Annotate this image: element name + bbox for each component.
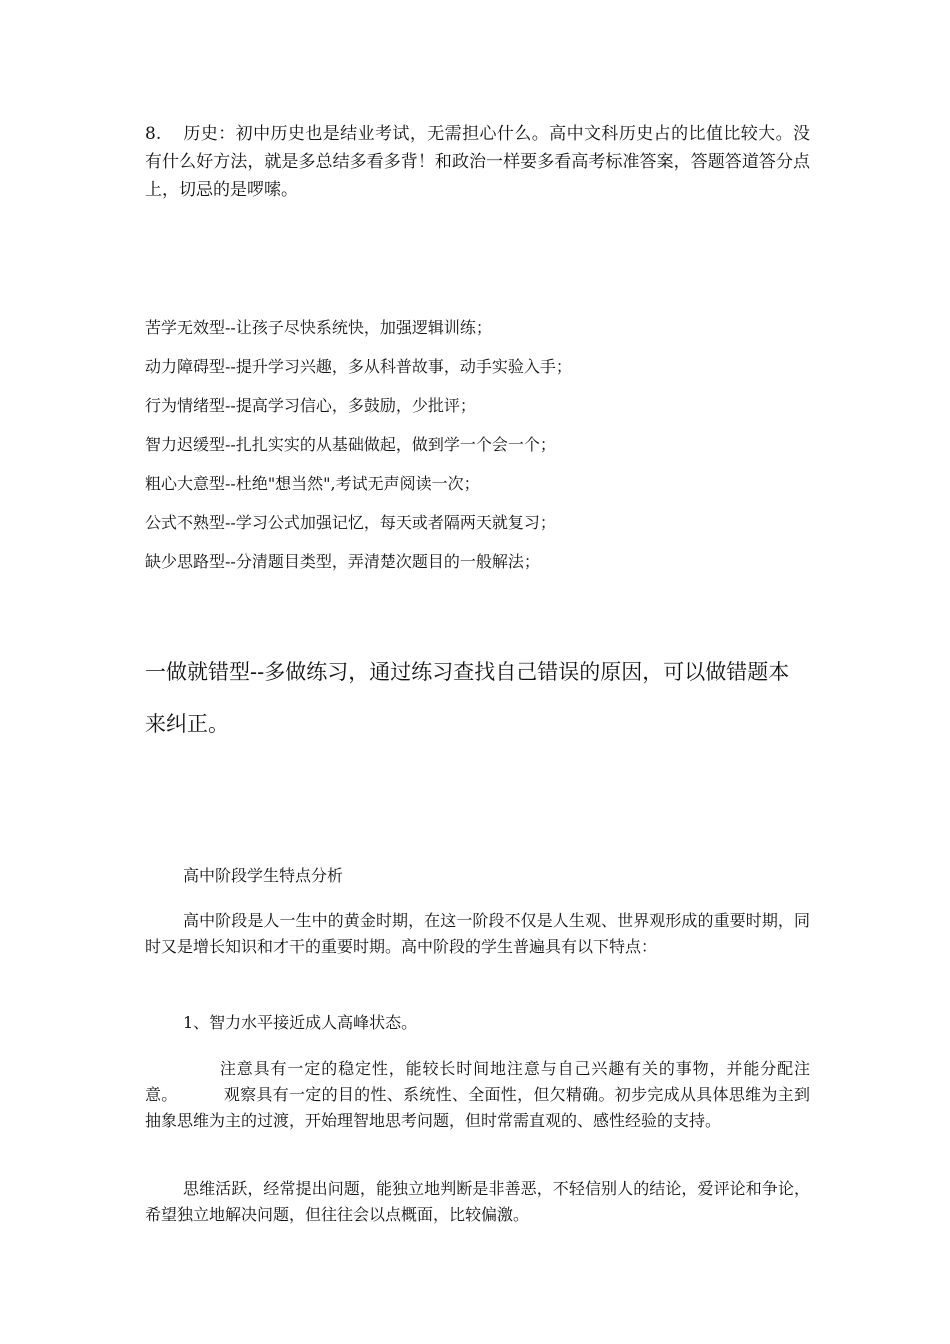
- list-item: 苦学无效型--让孩子尽快系统快，加强逻辑训练；: [145, 318, 492, 337]
- history-paragraph: [145, 120, 810, 204]
- attention-text-1: 注意具有一定的稳定性，能较长时间地注意与自己兴趣有关的事物，并能分配注意。: [145, 1059, 810, 1104]
- list-item: 智力迟缓型--扎扎实实的从基础做起，做到学一个会一个；: [145, 435, 556, 454]
- list-item: 动力障碍型--提升学习兴趣，多从科普故事，动手实验入手；: [145, 357, 572, 376]
- attention-paragraph: [145, 1056, 810, 1134]
- list-item: 缺少思路型--分清题目类型，弄清楚次题目的一般解法；: [145, 552, 540, 571]
- history-text: 历史：初中历史也是结业考试，无需担心什么。高中文科历史占的比值比较大。没有什么好方法，就是多总结多看多背！和政治一样要多看高考标准答案，答题答道答分点上，切忌的是啰嗦。: [145, 124, 810, 200]
- list-item: 公式不熟型--学习公式加强记忆，每天或者隔两天就复习；: [145, 513, 556, 532]
- intro-paragraph: 高中阶段是人一生中的黄金时期，在这一阶段不仅是人生观、世界观形成的重要时期，同时又是增长知识和才干的重要时期。高中阶段的学生普遍具有以下特点：: [145, 911, 810, 956]
- list-item: 粗心大意型--杜绝"想当然",考试无声阅读一次；: [145, 474, 480, 493]
- attention-text-2: 观察具有一定的目的性、系统性、全面性，但欠精确。初步完成从具体思维为主到抽象思维为主的过渡，开始理智地思考问题，但时常需直观的、感性经验的支持。: [145, 1085, 810, 1130]
- error-type-paragraph: 一做就错型--多做练习，通过练习查找自己错误的原因，可以做错题本来纠正。: [145, 660, 790, 736]
- section-heading: 高中阶段学生特点分析: [183, 866, 344, 885]
- list-item: 行为情绪型--提高学习信心，多鼓励，少批评；: [145, 396, 476, 415]
- thinking-paragraph: 思维活跃，经常提出问题，能独立地判断是非善恶，不轻信别人的结论，爱评论和争论，希望独立地解决问题，但往往会以点概面，比较偏激。: [145, 1179, 810, 1224]
- history-number: 8.: [145, 124, 162, 144]
- item-heading: 1、智力水平接近成人高峰状态。: [183, 1013, 418, 1032]
- student-type-list: [145, 308, 810, 581]
